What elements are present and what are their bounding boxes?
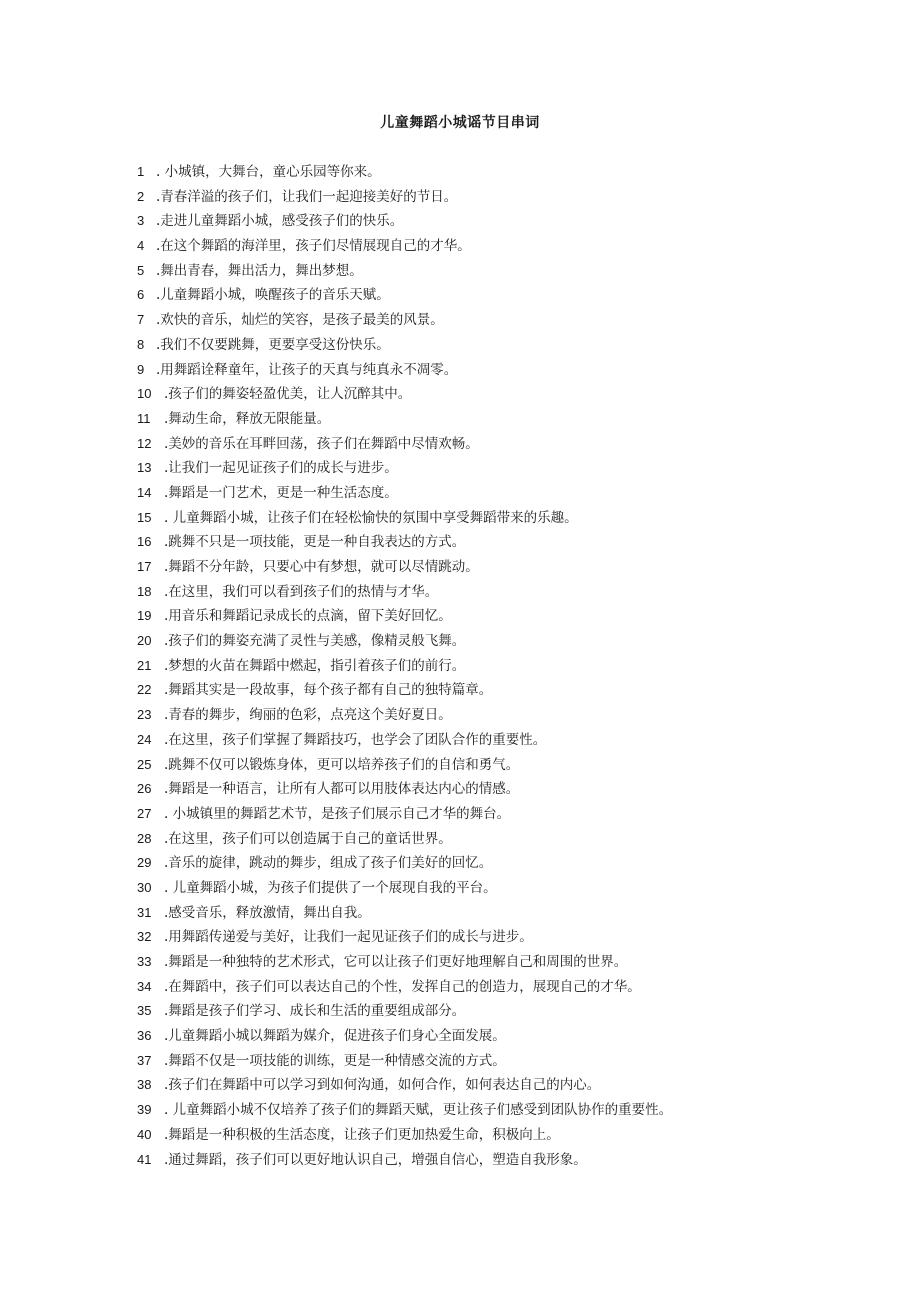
list-item-text: .跳舞不只是一项技能，更是一种自我表达的方式。 — [164, 534, 466, 551]
list-item-number: 39 — [137, 1102, 152, 1118]
list-item — [137, 678, 897, 703]
list-item — [137, 876, 897, 901]
list-item-number: 21 — [137, 657, 152, 673]
list-item — [137, 530, 897, 555]
list-item-number: 6 — [137, 287, 145, 303]
list-item-text: .舞蹈其实是一段故事，每个孩子都有自己的独特篇章。 — [164, 682, 493, 699]
list-item — [137, 185, 897, 210]
list-item — [137, 308, 897, 333]
list-item-number: 37 — [137, 1052, 152, 1068]
list-item-text: .感受音乐，释放激情，舞出自我。 — [164, 904, 371, 921]
list-item — [137, 1123, 897, 1148]
list-item-text: .在舞蹈中，孩子们可以表达自己的个性，发挥自己的创造力，展现自己的才华。 — [164, 978, 641, 995]
list-item — [137, 999, 897, 1024]
list-item-number: 8 — [137, 336, 145, 352]
list-item-number: 9 — [137, 361, 145, 377]
list-item-text: .跳舞不仅可以锻炼身体，更可以培养孩子们的自信和勇气。 — [164, 756, 520, 773]
list-item-number: 23 — [137, 707, 152, 723]
list-item-number: 25 — [137, 756, 152, 772]
list-item — [137, 851, 897, 876]
list-item — [137, 925, 897, 950]
list-item-text: . 儿童舞蹈小城不仅培养了孩子们的舞蹈天赋，更让孩子们感受到团队协作的重要性。 — [164, 1102, 673, 1119]
list-item-number: 36 — [137, 1028, 152, 1044]
list-item-number: 26 — [137, 781, 152, 797]
list-item-number: 22 — [137, 682, 152, 698]
list-item-number: 4 — [137, 238, 145, 254]
list-item-text: .梦想的火苗在舞蹈中燃起，指引着孩子们的前行。 — [164, 657, 466, 674]
list-item-number: 14 — [137, 484, 152, 500]
list-item — [137, 506, 897, 531]
list-item — [137, 160, 897, 185]
list-item-number: 31 — [137, 904, 152, 920]
list-item-text: . 小城镇，大舞台，童心乐园等你来。 — [156, 164, 381, 180]
list-item — [137, 1148, 897, 1173]
list-item-number: 34 — [137, 978, 152, 994]
list-item-number: 18 — [137, 583, 152, 599]
list-item-number: 27 — [137, 805, 152, 821]
list-item-number: 12 — [137, 435, 152, 451]
list-item-number: 41 — [137, 1151, 152, 1167]
page-title: 儿童舞蹈小城谣节目串词 — [380, 115, 540, 131]
list-item-number: 15 — [137, 509, 152, 525]
list-item — [137, 456, 897, 481]
list-item-number: 29 — [137, 855, 152, 871]
list-item — [137, 975, 897, 1000]
list-item-number: 11 — [137, 410, 151, 426]
list-item-text: . 小城镇里的舞蹈艺术节，是孩子们展示自己才华的舞台。 — [164, 805, 511, 822]
list-item-text: .舞蹈是一种积极的生活态度，让孩子们更加热爱生命，积极向上。 — [164, 1126, 560, 1143]
list-item-text: .孩子们在舞蹈中可以学习到如何沟通，如何合作，如何表达自己的内心。 — [164, 1077, 601, 1094]
list-item-text: .舞蹈是一门艺术，更是一种生活态度。 — [164, 484, 398, 501]
list-item-number: 1 — [137, 164, 145, 179]
list-item-number: 33 — [137, 954, 152, 969]
list-item-text: .舞蹈是一种语言，让所有人都可以用肢体表达内心的情感。 — [164, 781, 520, 798]
list-item-text: .用舞蹈传递爱与美好，让我们一起见证孩子们的成长与进步。 — [164, 929, 533, 946]
list-item — [137, 432, 897, 457]
list-item-number: 10 — [137, 386, 152, 402]
list-item-text: .在这里，孩子们掌握了舞蹈技巧，也学会了团队合作的重要性。 — [164, 731, 547, 748]
list-item-number: 19 — [137, 608, 152, 624]
numbered-list — [137, 160, 897, 1172]
list-item — [137, 753, 897, 778]
list-item-text: .我们不仅要跳舞，更要享受这份快乐。 — [156, 336, 390, 353]
list-item — [137, 407, 897, 432]
list-item-text: .走进儿童舞蹈小城，感受孩子们的快乐。 — [156, 213, 404, 230]
list-item-text: .在这里，我们可以看到孩子们的热情与才华。 — [164, 583, 439, 600]
list-item — [137, 555, 897, 580]
list-item — [137, 827, 897, 852]
list-item — [137, 802, 897, 827]
list-item-text: .在这个舞蹈的海洋里，孩子们尽情展现自己的才华。 — [156, 238, 471, 255]
list-item-text: .舞蹈是孩子们学习、成长和生活的重要组成部分。 — [164, 1003, 466, 1020]
list-item — [137, 358, 897, 383]
list-item — [137, 728, 897, 753]
list-item-text: . 儿童舞蹈小城，为孩子们提供了一个展现自我的平台。 — [164, 879, 497, 896]
list-item-number: 40 — [137, 1126, 152, 1142]
list-item-text: .舞出青春，舞出活力，舞出梦想。 — [156, 262, 363, 279]
list-item-text: .音乐的旋律，跳动的舞步，组成了孩子们美好的回忆。 — [164, 855, 493, 872]
list-item-text: .孩子们的舞姿充满了灵性与美感，像精灵般飞舞。 — [164, 633, 466, 650]
list-item-text: .孩子们的舞姿轻盈优美，让人沉醉其中。 — [164, 386, 412, 403]
list-item — [137, 703, 897, 728]
list-item — [137, 382, 897, 407]
list-item-text: .儿童舞蹈小城，唤醒孩子的音乐天赋。 — [156, 287, 390, 304]
list-item-number: 32 — [137, 929, 152, 945]
list-item-text: .通过舞蹈，孩子们可以更好地认识自己，增强自信心，塑造自我形象。 — [164, 1151, 587, 1168]
list-item-text: .舞动生命，释放无限能量。 — [164, 410, 331, 427]
list-item — [137, 1098, 897, 1123]
list-item-number: 13 — [137, 460, 152, 476]
list-item — [137, 1049, 897, 1074]
list-item — [137, 777, 897, 802]
list-item-number: 38 — [137, 1077, 152, 1093]
list-item-number: 35 — [137, 1003, 152, 1019]
list-item-number: 20 — [137, 633, 152, 649]
list-item — [137, 1073, 897, 1098]
list-item-text: .舞蹈不分年龄，只要心中有梦想，就可以尽情跳动。 — [164, 559, 479, 575]
list-item-text: .青春的舞步，绚丽的色彩，点亮这个美好夏日。 — [164, 707, 452, 724]
list-item — [137, 1024, 897, 1049]
list-item-text: .用音乐和舞蹈记录成长的点滴，留下美好回忆。 — [164, 608, 452, 625]
list-item — [137, 654, 897, 679]
list-item — [137, 901, 897, 926]
list-item-number: 28 — [137, 830, 152, 846]
list-item — [137, 629, 897, 654]
list-item — [137, 481, 897, 506]
list-item-number: 5 — [137, 262, 145, 278]
list-item-number: 7 — [137, 312, 145, 328]
list-item-text: .舞蹈是一种独特的艺术形式，它可以让孩子们更好地理解自己和周围的世界。 — [164, 954, 628, 970]
list-item-text: .欢快的音乐，灿烂的笑容，是孩子最美的风景。 — [156, 312, 444, 329]
list-item-text: .用舞蹈诠释童年，让孩子的天真与纯真永不凋零。 — [156, 361, 458, 378]
list-item-number: 17 — [137, 559, 152, 574]
list-item — [137, 333, 897, 358]
list-item-number: 16 — [137, 534, 152, 550]
list-item-number: 3 — [137, 213, 145, 229]
list-item — [137, 604, 897, 629]
list-item-number: 24 — [137, 731, 152, 747]
list-item-text: .美妙的音乐在耳畔回荡，孩子们在舞蹈中尽情欢畅。 — [164, 435, 479, 452]
list-item-text: .青春洋溢的孩子们，让我们一起迎接美好的节日。 — [156, 188, 458, 205]
list-item-text: .舞蹈不仅是一项技能的训练，更是一种情感交流的方式。 — [164, 1052, 506, 1069]
list-item-text: .让我们一起见证孩子们的成长与进步。 — [164, 460, 398, 477]
list-item-text: .在这里，孩子们可以创造属于自己的童话世界。 — [164, 830, 452, 847]
list-item-text: .儿童舞蹈小城以舞蹈为媒介，促进孩子们身心全面发展。 — [164, 1028, 506, 1045]
list-item-number: 30 — [137, 879, 152, 895]
list-item-text: . 儿童舞蹈小城，让孩子们在轻松愉快的氛围中享受舞蹈带来的乐趣。 — [164, 509, 578, 526]
list-item — [137, 283, 897, 308]
list-item — [137, 950, 897, 975]
list-item-number: 2 — [137, 188, 145, 204]
list-item — [137, 234, 897, 259]
list-item — [137, 259, 897, 284]
list-item — [137, 580, 897, 605]
list-item — [137, 209, 897, 234]
